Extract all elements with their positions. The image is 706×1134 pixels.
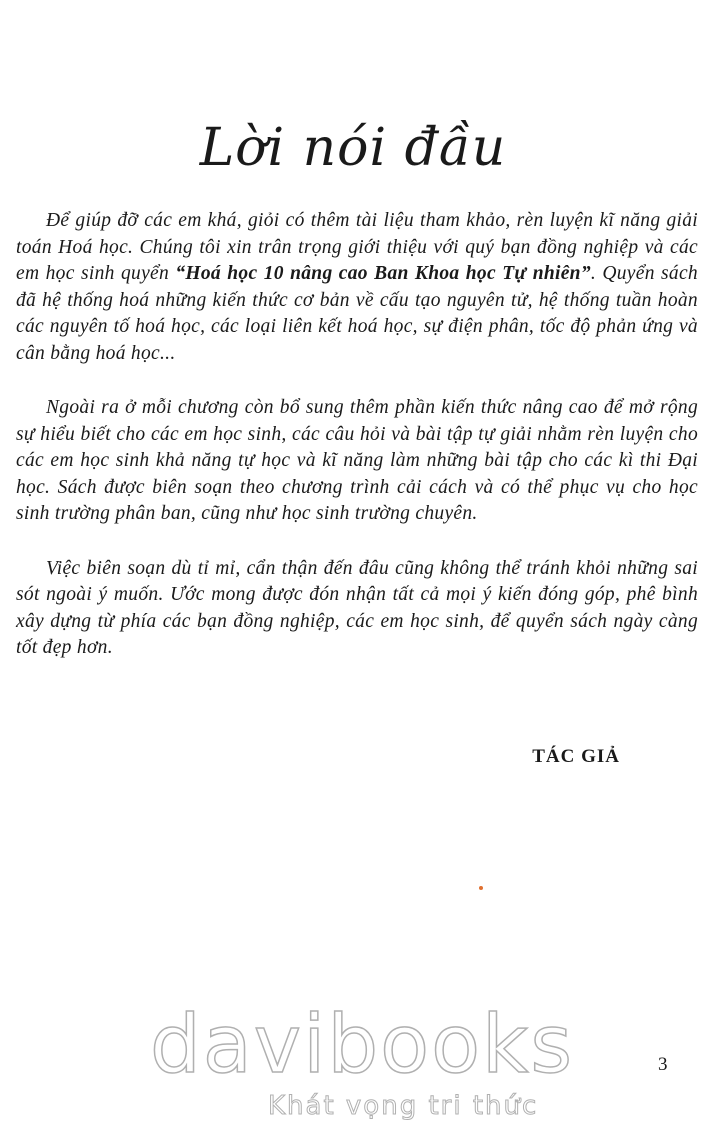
author-signature: TÁC GIẢ bbox=[532, 746, 620, 767]
paragraph-1-start: Để giúp đỡ các em khá, giỏi có thêm tài liệu tham khảo, rèn luyện kĩ năng giải toán Hoá học. Chúng tôi xin trân trọng giới thiệu với quý bạn đồng nghiệp và các em học sinh quyển bbox=[16, 210, 698, 284]
ink-dot bbox=[479, 886, 483, 890]
paragraph-1 bbox=[16, 208, 698, 367]
preface-body bbox=[16, 208, 698, 690]
paragraph-1-end: . Quyển sách đã hệ thống hoá những kiến thức cơ bản về cấu tạo nguyên tử, hệ thống tuần hoàn các nguyên tố hoá học, các loại liên kết hoá học, sự điện phân, tốc độ phản ứng và cân bằng hoá học... bbox=[16, 263, 698, 364]
page-title: Lời nói đầu bbox=[199, 118, 507, 178]
page-number: 3 bbox=[658, 1054, 668, 1075]
watermark-slogan: Khát vọng tri thức bbox=[268, 1091, 539, 1121]
watermark-logo: davibooks bbox=[150, 998, 575, 1091]
book-title-bold: “Hoá học 10 nâng cao Ban Khoa học Tự nhiên” bbox=[175, 263, 591, 284]
paragraph-3: Việc biên soạn dù tỉ mỉ, cẩn thận đến đâu cũng không thể tránh khỏi những sai sót ngoài ý muốn. Ước mong được đón nhận tất cả mọi ý kiến đóng góp, phê bình xây dựng từ phía các bạn đồng nghiệp, các em học sinh, để quyển sách ngày càng tốt đẹp hơn. bbox=[16, 557, 698, 658]
paragraph-2: Ngoài ra ở mỗi chương còn bổ sung thêm phần kiến thức nâng cao để mở rộng sự hiểu biết cho các em học sinh, các câu hỏi và bài tập tự giải nhằm rèn luyện cho các em học sinh khả năng tự học và kĩ năng làm những bài tập cho các kì thi Đại học. Sách được biên soạn theo chương trình cải cách và có thể phục vụ cho học sinh trường phân ban, cũng như học sinh trường chuyên. bbox=[16, 397, 698, 524]
